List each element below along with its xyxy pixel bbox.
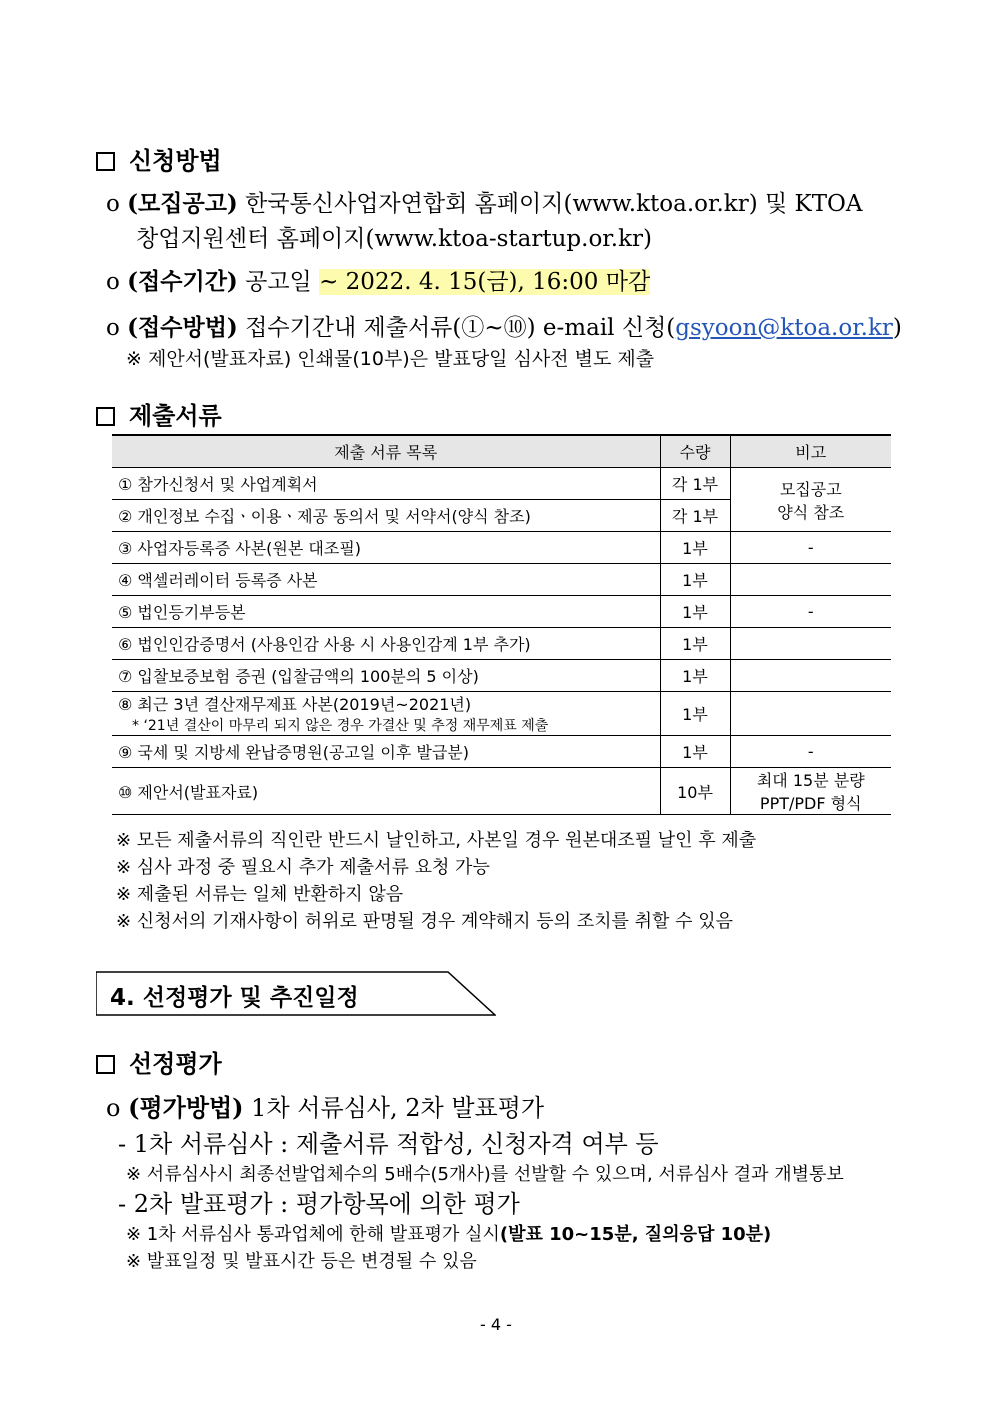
section-4-title: 4. 선정평가 및 추진일정 — [110, 985, 359, 1011]
cell-item: ② 개인정보 수집ㆍ이용ㆍ제공 동의서 및 서약서(양식 참조) — [112, 500, 660, 532]
cell-item: ⑥ 법인인감증명서 (사용인감 사용 시 사용인감계 1부 추가) — [112, 628, 660, 660]
method-note: ※ 제안서(발표자료) 인쇄물(10부)은 발표당일 심사전 별도 제출 — [126, 348, 655, 370]
eval-label: (평가방법) — [128, 1093, 244, 1122]
heading-text: 제출서류 — [129, 401, 222, 430]
heading-text: 선정평가 — [129, 1049, 222, 1078]
heading-text: 신청방법 — [129, 146, 222, 175]
first-review-note: ※ 서류심사시 최종선발업체수의 5배수(5개사)를 선발할 수 있으며, 서류심사 결과 개별통보 — [126, 1164, 844, 1185]
cell-item-sub: * ‘21년 결산이 마무리 되지 않은 경우 가결산 및 추정 재무제표 제출 — [132, 718, 549, 734]
note-additional: ※ 심사 과정 중 필요시 추가 제출서류 요청 가능 — [116, 857, 490, 878]
table-row — [112, 564, 891, 596]
first-review-line: - 1차 서류심사 : 제출서류 적합성, 신청자격 여부 등 — [118, 1130, 659, 1158]
cell-qty: 1부 — [660, 596, 730, 628]
table-row — [112, 532, 891, 564]
cell-qty: 각 1부 — [660, 468, 730, 500]
bullet: o — [106, 1094, 121, 1122]
cell-note: - — [730, 596, 891, 628]
deadline-highlight: ~ 2022. 4. 15(금), 16:00 마감 — [319, 269, 651, 295]
submission-table — [112, 434, 891, 815]
table-row — [112, 660, 891, 692]
method-line — [106, 309, 902, 342]
note-no-return: ※ 제출된 서류는 일체 반환하지 않음 — [116, 884, 404, 905]
checkbox-square-icon — [96, 1055, 115, 1074]
cell-note — [730, 564, 891, 596]
recruit-line — [106, 185, 863, 218]
cell-qty: 1부 — [660, 564, 730, 596]
checkbox-square-icon — [96, 152, 115, 171]
page-number: - 4 - — [480, 1315, 512, 1334]
cell-qty: 1부 — [660, 660, 730, 692]
schedule-change-note: ※ 발표일정 및 발표시간 등은 변경될 수 있음 — [126, 1251, 477, 1272]
second-note-bold: (발표 10~15분, 질의응답 10분) — [499, 1224, 772, 1245]
method-label: (접수방법) — [127, 314, 238, 341]
cell-item — [112, 692, 660, 736]
bullet: o — [106, 269, 120, 295]
cell-qty: 1부 — [660, 628, 730, 660]
cell-note: - — [730, 532, 891, 564]
cell-note: - — [730, 736, 891, 768]
cell-note — [730, 628, 891, 660]
cell-item: ⑩ 제안서(발표자료) — [112, 768, 660, 815]
table-row — [112, 692, 891, 736]
eval-text: 1차 서류심사, 2차 발표평가 — [243, 1094, 545, 1122]
note-stamp: ※ 모든 제출서류의 직인란 반드시 날인하고, 사본일 경우 원본대조필 날인 후 제출 — [116, 830, 757, 851]
recruit-text-cont: 창업지원센터 홈페이지(www.ktoa-startup.or.kr) — [136, 226, 652, 252]
section-4-title-box — [96, 971, 496, 1016]
cell-note — [730, 660, 891, 692]
cell-item: ⑦ 입찰보증보험 증권 (입찰금액의 100분의 5 이상) — [112, 660, 660, 692]
note-false-info: ※ 신청서의 기재사항이 허위로 판명될 경우 계약해지 등의 조치를 취할 수 있음 — [116, 911, 734, 932]
heading-selection-eval — [96, 1044, 222, 1079]
table-row — [112, 628, 891, 660]
col-header-list: 제출 서류 목록 — [112, 435, 660, 468]
cell-qty: 각 1부 — [660, 500, 730, 532]
table-row — [112, 596, 891, 628]
cell-item: ⑨ 국세 및 지방세 완납증명원(공고일 이후 발급분) — [112, 736, 660, 768]
note-line: 양식 참조 — [777, 502, 845, 522]
cell-qty: 10부 — [660, 768, 730, 815]
cell-item-main: ⑧ 최근 3년 결산재무제표 사본(2019년~2021년) — [118, 695, 472, 714]
table-row — [112, 736, 891, 768]
cell-item: ① 참가신청서 및 사업계획서 — [112, 468, 660, 500]
second-note-text: ※ 1차 서류심사 통과업체에 한해 발표평가 실시 — [126, 1224, 500, 1245]
table-row — [112, 768, 891, 815]
note-line: PPT/PDF 형식 — [759, 794, 862, 813]
cell-item: ④ 액셀러레이터 등록증 사본 — [112, 564, 660, 596]
cell-qty: 1부 — [660, 692, 730, 736]
period-line — [106, 263, 650, 296]
cell-item: ③ 사업자등록증 사본(원본 대조필) — [112, 532, 660, 564]
heading-application-method — [96, 141, 222, 176]
note-line: 최대 15분 분량 — [756, 771, 865, 790]
eval-method-line — [106, 1088, 544, 1123]
bullet: o — [106, 191, 120, 217]
heading-submission-docs — [96, 396, 222, 431]
cell-qty: 1부 — [660, 532, 730, 564]
email-link[interactable]: gsyoon@ktoa.or.kr — [675, 315, 893, 341]
method-text: 접수기간내 제출서류(①~⑩) e-mail 신청( — [237, 315, 676, 341]
col-header-qty: 수량 — [660, 435, 730, 468]
cell-note-merged — [730, 468, 891, 532]
table-header-row — [112, 435, 891, 468]
second-review-line: - 2차 발표평가 : 평가항목에 의한 평가 — [118, 1190, 520, 1218]
cell-note — [730, 768, 891, 815]
period-text: 공고일 — [237, 269, 320, 295]
recruit-label: (모집공고) — [127, 190, 238, 217]
cell-item: ⑤ 법인등기부등본 — [112, 596, 660, 628]
checkbox-square-icon — [96, 407, 115, 426]
method-close: ) — [892, 315, 902, 341]
bullet: o — [106, 315, 120, 341]
table-row — [112, 468, 891, 500]
recruit-text: 한국통신사업자연합회 홈페이지(www.ktoa.or.kr) 및 KTOA — [237, 191, 863, 217]
period-label: (접수기간) — [127, 268, 238, 295]
cell-qty: 1부 — [660, 736, 730, 768]
col-header-note: 비고 — [730, 435, 891, 468]
cell-note — [730, 692, 891, 736]
note-line: 모집공고 — [779, 479, 842, 499]
second-review-note — [126, 1220, 771, 1246]
